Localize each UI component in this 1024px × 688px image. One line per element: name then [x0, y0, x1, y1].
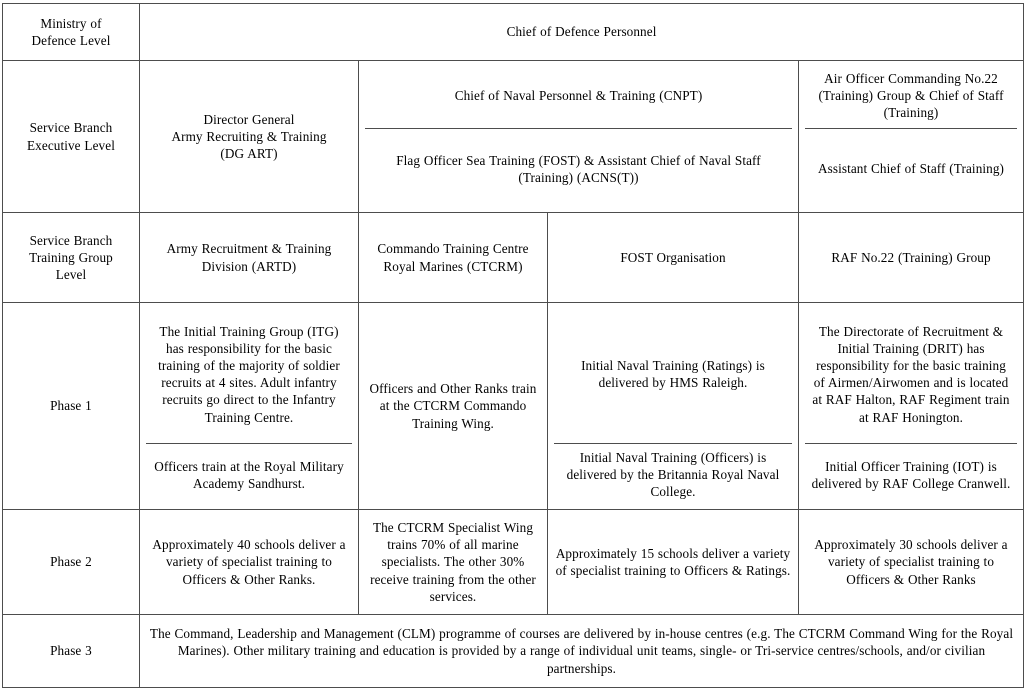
- cell-exec-army-line-2: Army Recruiting & Training: [171, 128, 327, 144]
- cell-phase2-naval: Approximately 15 schools deliver a variety of specialist training to Officers & Ratings.: [548, 510, 799, 615]
- cell-tg-commando-ctcrm: Commando Training Centre Royal Marines (CTCRM): [359, 213, 548, 303]
- cell-exec-naval-fost-acnst: Flag Officer Sea Training (FOST) & Assistant Chief of Naval Staff (Training) (ACNS(T)): [365, 128, 792, 209]
- inner-row-exec-naval-top: [365, 64, 792, 128]
- inner-row-phase1-naval-bottom: [554, 443, 792, 506]
- cell-phase1-army-itg: The Initial Training Group (ITG) has responsibility for the basic training of the majority of soldier recruits at 4 sites. Adult infantry recruits go direct to the Infantry Training Centre.: [158, 323, 340, 425]
- row-label-phase-2: Phase 2: [3, 510, 140, 615]
- row-label-line-1: Ministry of: [40, 15, 102, 31]
- row-label-executive-level: [3, 61, 140, 213]
- training-structure-table: [2, 3, 1024, 688]
- inner-table-exec-raf: [805, 64, 1017, 209]
- cell-exec-naval-cnpt: Chief of Naval Personnel & Training (CNPT): [454, 88, 703, 104]
- inner-row-phase1-naval-top: [554, 306, 792, 443]
- cell-tg-raf-no22-group: RAF No.22 (Training) Group: [799, 213, 1024, 303]
- table-row-executive-level: [3, 61, 1024, 213]
- table-row-training-group-level: [3, 213, 1024, 303]
- cell-tg-naval-fost: FOST Organisation: [548, 213, 799, 303]
- cell-chief-of-defence-personnel: Chief of Defence Personnel: [140, 4, 1024, 61]
- row-label-line-2: Executive Level: [27, 137, 115, 153]
- cell-phase1-raf-iot: Initial Officer Training (IOT) is delivered by RAF College Cranwell.: [805, 443, 1017, 506]
- row-label-line-1: Service Branch: [29, 120, 113, 136]
- table-row-phase-3: [3, 615, 1024, 688]
- row-label-line-2: Training Group: [29, 249, 113, 265]
- inner-row-phase1-army-top: [146, 306, 352, 443]
- row-label-line-2: Defence Level: [31, 33, 111, 48]
- inner-row-phase1-raf-bottom: [805, 443, 1017, 506]
- cell-exec-army: [140, 61, 359, 213]
- row-label-mod-level: [3, 4, 140, 61]
- inner-table-phase1-raf: [805, 306, 1017, 506]
- table-row-mod-level: [3, 4, 1024, 61]
- table-row-phase-2: [3, 510, 1024, 615]
- table-row-phase-1: [3, 303, 1024, 510]
- cell-phase1-naval-officers: Initial Naval Training (Officers) is delivered by the Britannia Royal Naval College.: [554, 443, 792, 506]
- cell-phase1-naval-ratings: Initial Naval Training (Ratings) is delivered by HMS Raleigh.: [581, 358, 765, 391]
- cell-tg-army-artd: Army Recruitment & Training Division (ARTD): [140, 213, 359, 303]
- inner-table-exec-naval: [365, 64, 792, 209]
- inner-row-exec-raf-top: [805, 64, 1017, 128]
- row-label-line-1: Service Branch: [29, 232, 113, 248]
- cell-phase1-army-sandhurst: Officers train at the Royal Military Academy Sandhurst.: [146, 443, 352, 506]
- cell-phase1-commando: Officers and Other Ranks train at the CTCRM Commando Training Wing.: [359, 303, 548, 510]
- cell-exec-naval-group: [359, 61, 799, 213]
- cell-phase1-army-group: [140, 303, 359, 510]
- inner-row-exec-naval-bottom: [365, 128, 792, 209]
- inner-row-phase1-army-bottom: [146, 443, 352, 506]
- cell-phase2-commando: The CTCRM Specialist Wing trains 70% of all marine specialists. The other 30% receive training from the other services.: [359, 510, 548, 615]
- inner-row-exec-raf-bottom: [805, 128, 1017, 209]
- row-label-phase-1: Phase 1: [3, 303, 140, 510]
- cell-phase2-army: Approximately 40 schools deliver a variety of specialist training to Officers & Other Ranks.: [140, 510, 359, 615]
- row-label-training-group-level: [3, 213, 140, 303]
- inner-table-phase1-naval: [554, 306, 792, 506]
- cell-phase3-text: The Command, Leadership and Management (CLM) programme of courses are delivered by in-house centres (e.g. The CTCRM Command Wing for the Royal Marines). Other military training and education is provided by a range of individual unit teams, single- or Tri-service centres/schools, and/or civilian partnerships.: [140, 615, 1024, 688]
- cell-exec-raf-aoc-no22: Air Officer Commanding No.22 (Training) Group & Chief of Staff (Training): [818, 71, 1004, 121]
- cell-exec-army-line-1: Director General: [203, 111, 295, 127]
- cell-phase1-naval-group: [548, 303, 799, 510]
- inner-table-phase1-army: [146, 306, 352, 506]
- cell-exec-raf-group: [799, 61, 1024, 213]
- row-label-line-3: Level: [55, 267, 87, 283]
- cell-exec-raf-acos-training: Assistant Chief of Staff (Training): [805, 128, 1017, 209]
- cell-phase1-raf-drit: The Directorate of Recruitment & Initial Training (DRIT) has responsibility for the basic training of Airmen/Airwomen and is located at RAF Halton, RAF Regiment train at RAF Honington.: [812, 323, 1010, 425]
- cell-exec-army-line-3: (DG ART): [220, 146, 278, 162]
- cell-phase2-raf: Approximately 30 schools deliver a variety of specialist training to Officers & Other Ranks: [799, 510, 1024, 615]
- cell-phase1-raf-group: [799, 303, 1024, 510]
- inner-row-phase1-raf-top: [805, 306, 1017, 443]
- row-label-phase-3: Phase 3: [3, 615, 140, 688]
